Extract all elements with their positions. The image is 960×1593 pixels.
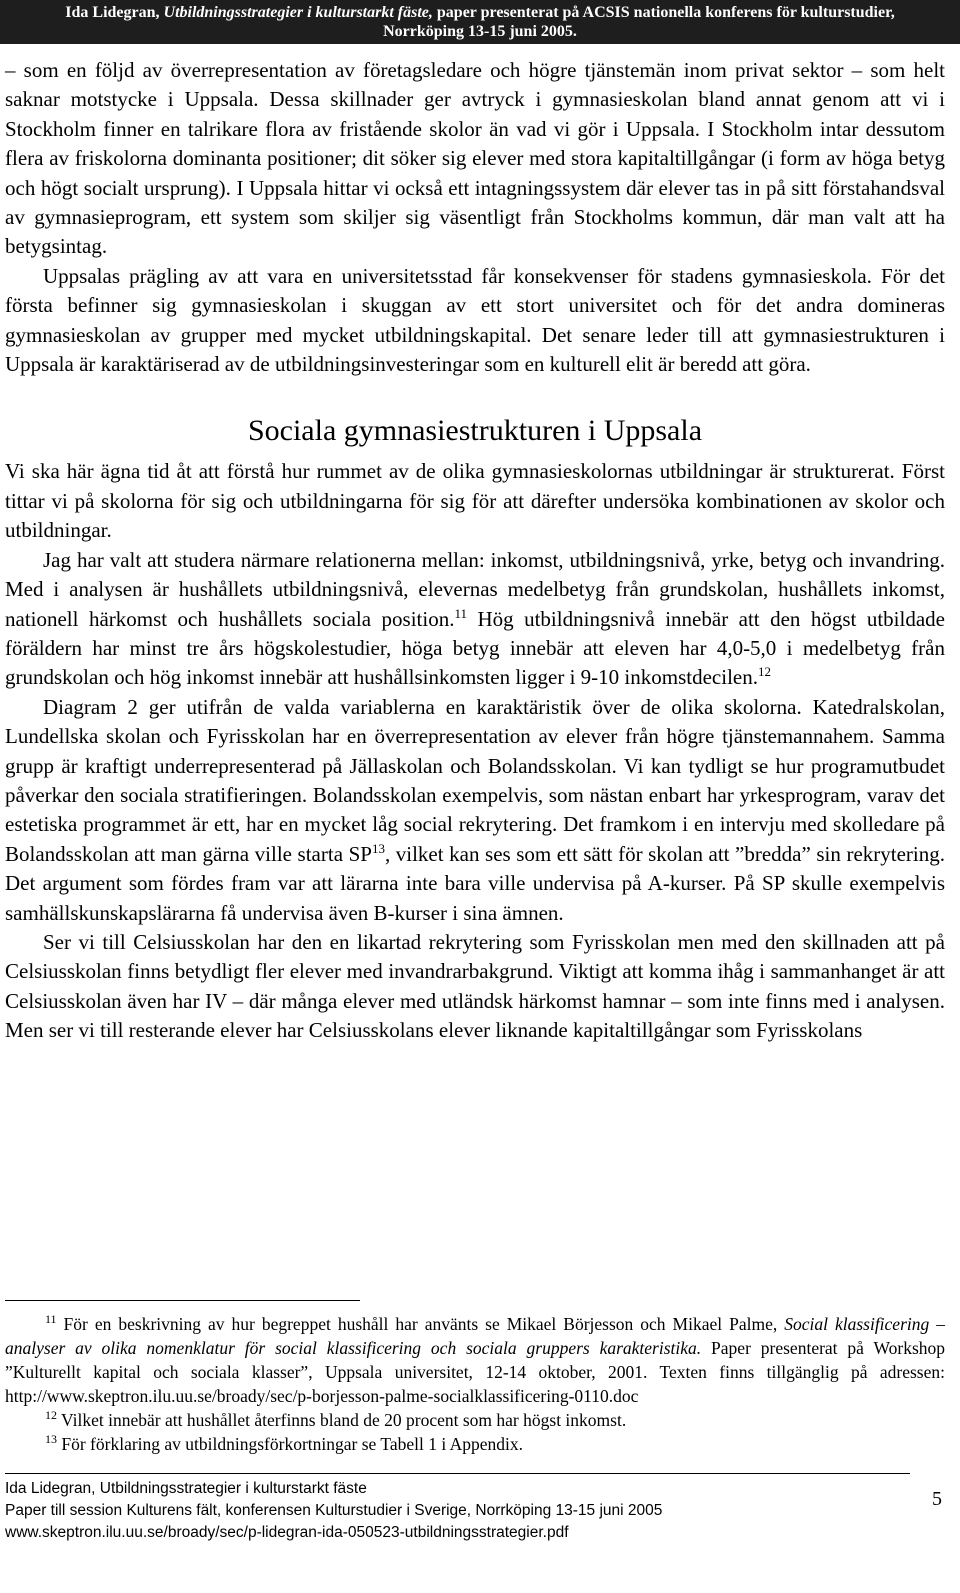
- header-title: Utbildningsstrategier i kulturstarkt fäste,: [163, 4, 433, 21]
- footer-line-2: Paper till session Kulturens fält, konferensen Kulturstudier i Sverige, Norrköping 13-15 juni 2005: [5, 1502, 663, 1519]
- footnote-11: [5, 1312, 945, 1408]
- paragraph-4-text-b: Hög utbildningsnivå innebär att den högst utbildade föräldern har minst tre års högskolestudier, höga betyg innebär att eleven har 4,0-5,0 i medelbetyg från grundskolan och hög inkomst innebär att hushållsinkomsten ligger i 9-10 inkomstdecilen.: [5, 606, 945, 690]
- paragraph-4: [5, 546, 945, 693]
- document-body: [5, 56, 945, 1046]
- footnote-divider: [5, 1300, 360, 1301]
- footnote-11-number: 11: [45, 1312, 57, 1327]
- footnotes: [5, 1312, 945, 1456]
- section-title: Sociala gymnasiestrukturen i Uppsala: [247, 414, 703, 448]
- footnote-11-italic: Social klassificering – analyser av olika nomenklatur för social klassificering och sociala gruppers karakteristika.: [5, 1314, 945, 1358]
- footnote-13-number: 13: [45, 1432, 57, 1447]
- footer-url[interactable]: www.skeptron.ilu.uu.se/broady/sec/p-lidegran-ida-050523-utbildningsstrategier.pdf: [5, 1524, 569, 1541]
- paragraph-4-text-a: Jag har valt att studera närmare relationerna mellan: inkomst, utbildningsnivå, yrke, betyg och invandring. Med i analysen är hushållets utbildningsnivå, elevernas medelbetyg från grundskolan, hushållets inkomst, nationell härkomst och hushållets sociala position.: [5, 547, 945, 631]
- paragraph-5-text-a: Diagram 2 ger utifrån de valda variablerna en karaktäristik över de olika skolorna. Katedralskolan, Lundellska skolan och Fyrisskolan har en överrepresentation av elever från högre tjänstemannahem. Samma grupp är kraftigt underrepresenterad på Jällaskolan och Bolandsskolan. Vi kan tydligt se hur programutbudet påverkar den sociala stratifieringen. Bolandsskolan exempelvis, som nästan enbart har yrkesprogram, varav det estetiska programmet är ett, har en mycket låg social rekrytering. Det framkom i en intervju med skolledare på Bolandsskolan att man gärna ville starta SP: [5, 694, 945, 866]
- paragraph-6: Ser vi till Celsiusskolan har den en likartad rekrytering som Fyrisskolan men med den skillnaden att på Celsiusskolan finns betydligt fler elever med invandrarbakgrund. Viktigt att komma ihåg i sammanhanget är att Celsiusskolan även har IV – där många elever med utländsk härkomst hamnar – som inte finns med i analysen. Men ser vi till resterande elever har Celsiusskolans elever liknande kapitaltillgångar som Fyrisskolans: [5, 929, 945, 1043]
- footnote-13: [5, 1432, 945, 1456]
- footnote-12-number: 12: [45, 1408, 57, 1423]
- footnote-ref-11[interactable]: 11: [454, 605, 468, 621]
- footnote-ref-12[interactable]: 12: [757, 664, 771, 680]
- footnote-12: [5, 1408, 945, 1432]
- paragraph-5-text-b: , vilket kan ses som ett sätt för skolan att ”bredda” sin rekrytering. Det argument som fördes fram var att lärarna inte bara ville undervisa på A-kurser. På SP skulle exempelvis samhällskunskapslärarna få undervisa även B-kurser i sina ämnen.: [5, 841, 945, 925]
- paragraph-1: – som en följd av överrepresentation av företagsledare och högre tjänstemän inom privat sektor – som helt saknar motstycke i Uppsala. Dessa skillnader ger avtryck i gymnasieskolan bland annat genom att vi i Stockholm finner en talrikare flora av fristående skolor än vad vi gör i Uppsala. I Stockholm intar dessutom flera av friskolorna dominanta positioner; dit söker sig elever med stora kapitaltillgångar (i form av höga betyg och högt socialt ursprung). I Uppsala hittar vi också ett intagningssystem där elever tas in på sitt förstahandsval av gymnasieprogram, ett system som skiljer sig väsentligt från Stockholms kommun, där man valt att ha betygsintag.: [5, 58, 945, 259]
- footer-divider: [5, 1473, 910, 1474]
- page-footer: [5, 1478, 945, 1544]
- footnote-11-text-a: För en beskrivning av hur begreppet hushåll har använts se Mikael Börjesson och Mikael Palme,: [56, 1314, 785, 1334]
- footnote-12-text: Vilket innebär att hushållet återfinns bland de 20 procent som har högst inkomst.: [57, 1410, 627, 1430]
- header-author: Ida Lidegran,: [65, 4, 164, 21]
- footer-line-1: Ida Lidegran, Utbildningsstrategier i kulturstarkt fäste: [5, 1480, 367, 1497]
- footnote-ref-13[interactable]: 13: [371, 840, 385, 856]
- paragraph-3: Vi ska här ägna tid åt att förstå hur rummet av de olika gymnasieskolornas utbildningar är strukturerat. Först tittar vi på skolorna för sig och utbildningarna för sig för att därefter undersöka kombinationen av skolor och utbildningar.: [5, 459, 945, 543]
- footnote-11-text-b: Paper presenterat på Workshop ”Kulturellt kapital och sociala klasser”, Uppsala universitet, 12-14 oktober, 2001. Texten finns tillgänglig på adressen: http://www.skeptron.ilu.uu.se/broady/sec/p-borjesson-palme-socialklassificering-0110.doc: [5, 1338, 946, 1406]
- page-number: 5: [932, 1488, 942, 1510]
- page-header: [0, 0, 960, 44]
- header-line-1: [0, 3, 960, 22]
- footnote-13-text: För förklaring av utbildningsförkortningar se Tabell 1 i Appendix.: [57, 1434, 524, 1454]
- paragraph-5: [5, 693, 945, 928]
- header-line-2: Norrköping 13-15 juni 2005.: [383, 23, 577, 40]
- header-venue: paper presenterat på ACSIS nationella konferens för kulturstudier,: [432, 4, 895, 21]
- paragraph-2: Uppsalas prägling av att vara en universitetsstad får konsekvenser för stadens gymnasieskola. För det första befinner sig gymnasieskolan i skuggan av ett stort universitet och för det andra domineras gymnasieskolan av grupper med mycket utbildningskapital. Det senare leder till att gymnasiestrukturen i Uppsala är karaktäriserad av de utbildningsinvesteringar som en kulturell elit är beredd att göra.: [5, 263, 945, 377]
